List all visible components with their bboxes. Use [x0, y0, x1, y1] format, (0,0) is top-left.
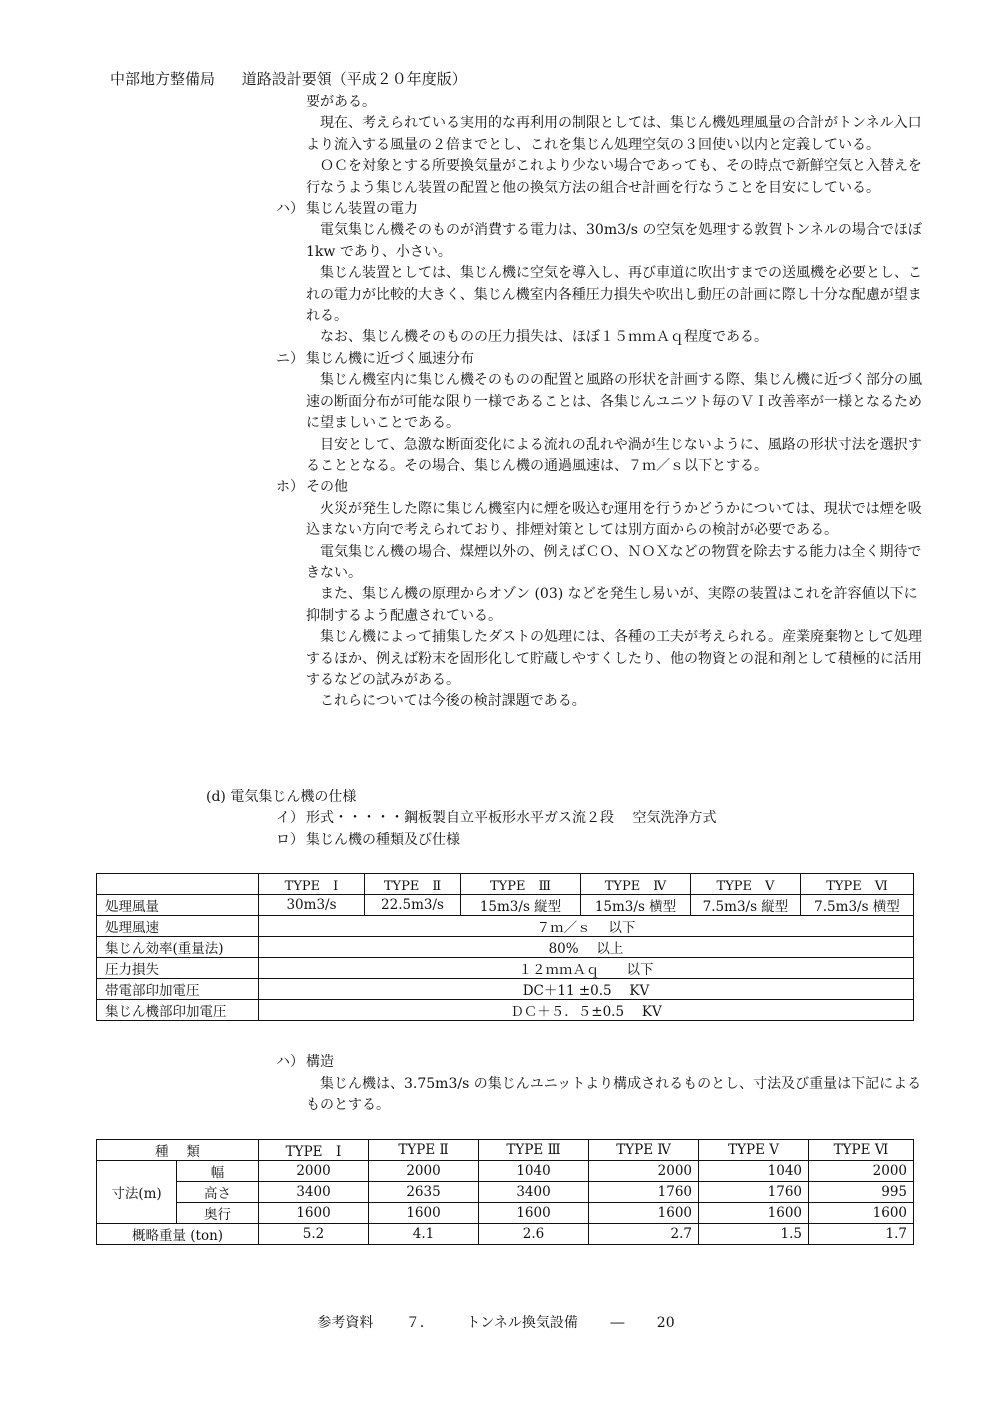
row-label: 圧力損失 [97, 958, 259, 979]
table-header-cell: TYPE Ⅰ [259, 1140, 369, 1161]
table-cell: 2635 [369, 1182, 479, 1203]
page-footer [0, 1312, 992, 1332]
table-row [97, 1182, 914, 1203]
table-cell: 15m3/s 横型 [581, 895, 691, 916]
paragraph: 電気集じん機の場合、煤煙以外の、例えばＣＯ、ＮＯＸなどの物質を除去する能力は全く期待できない。 [306, 543, 922, 581]
table-row [97, 958, 914, 979]
table-row [97, 1224, 914, 1245]
table-header-cell: TYPE Ⅰ [259, 874, 365, 895]
table-cell: 2000 [589, 1161, 699, 1182]
paragraph: また、集じん機の原理からオゾン (03) などを発生し易いが、実際の装置はこれを許容値以下に抑制するよう配慮されている。 [306, 586, 918, 624]
table-cell: 2.6 [479, 1224, 589, 1245]
paragraph: 電気集じん機そのものが消費する電力は、30m3/s の空気を処理する敦賀トンネルの場合でほぼ 1kw であり、小さい。 [306, 222, 922, 260]
row-label: 幅 [177, 1161, 259, 1182]
table-cell: 3400 [479, 1182, 589, 1203]
spec-table [96, 873, 914, 1021]
table-cell: 1040 [699, 1161, 809, 1182]
table-header-cell: TYPE Ⅳ [589, 1140, 699, 1161]
body-text [276, 92, 926, 713]
paragraph: 現在、考えられている実用的な再利用の制限としては、集じん機処理風量の合計がトンネル入口より流入する風量の２倍までとし、これを集じん処理空気の３回使い以内と定義している。 [306, 115, 922, 153]
table-cell: ７ｍ／ｓ 以下 [259, 916, 914, 937]
table-header-cell: 種 類 [97, 1140, 259, 1161]
paragraph: 集じん機室内に集じん機そのものの配置と風路の形状を計画する際、集じん機に近づく部分の風速の断面分布が可能な限り一様であることは、各集じんユニツト毎のＶＩ改善率が一様となるために望ましいことである。 [306, 372, 922, 432]
table-cell: 2.7 [589, 1224, 699, 1245]
table-cell: 1600 [589, 1203, 699, 1224]
paragraph: 集じん装置としては、集じん機に空気を導入し、再び車道に吹出すまでの送風機を必要とし、これの電力が比較的大きく、集じん機室内各種圧力損失や吹出し動圧の計画に際し十分な配慮が望まれる。 [306, 265, 922, 325]
table-cell: 22.5m3/s [365, 895, 461, 916]
table-cell: 1.7 [809, 1224, 914, 1245]
table-row [97, 916, 914, 937]
table-cell: 1600 [699, 1203, 809, 1224]
table-row [97, 937, 914, 958]
table-row [97, 1000, 914, 1021]
table-cell: DC＋11 ±0.5 KV [259, 979, 914, 1000]
dimension-table [96, 1139, 914, 1245]
table-cell: 80% 以上 [259, 937, 914, 958]
table-header-row [97, 1140, 914, 1161]
spec-item-form: イ） 形式・・・・・鋼板製自立平板形水平ガス流２段 空気洗浄方式 [276, 810, 717, 826]
structure-text: 集じん機は、3.75m3/s の集じんユニットより構成されるものとし、寸法及び重量は下記によるものとする。 [306, 1076, 922, 1114]
table-header-cell: TYPE Ⅵ [801, 874, 914, 895]
table-cell: １２ｍｍＡｑ 以下 [259, 958, 914, 979]
table-cell: 2000 [259, 1161, 369, 1182]
header-org: 中部地方整備局 [110, 70, 216, 88]
table-cell: ＤＣ＋５．５±0.5 KV [259, 1000, 914, 1021]
table-cell [97, 874, 259, 895]
footer-dash: ― [610, 1315, 625, 1331]
table-row [97, 1161, 914, 1182]
structure-heading: ハ） 構造 [276, 1054, 334, 1070]
table-cell: 2000 [369, 1161, 479, 1182]
table-row [97, 979, 914, 1000]
table-header-row [97, 874, 914, 895]
paragraph: 目安として、急激な断面変化による流れの乱れや渦が生じないように、風路の形状寸法を選択することとなる。その場合、集じん機の通過風速は、７ｍ／ｓ以下とする。 [306, 436, 922, 474]
row-label: 高さ [177, 1182, 259, 1203]
table-cell: 2000 [809, 1161, 914, 1182]
table-cell: 1600 [369, 1203, 479, 1224]
paragraph: ＯＣを対象とする所要換気量がこれより少ない場合であっても、その時点で新鮮空気と入替えを行なうよう集じん装置の配置と他の換気方法の組合せ計画を行なうことを目安にしている。 [306, 158, 922, 196]
table-cell: 5.2 [259, 1224, 369, 1245]
table-row [97, 1203, 914, 1224]
continuation-line: 要がある。 [306, 94, 376, 110]
section-heading: ホ） その他 [276, 479, 348, 496]
table-cell: 1040 [479, 1161, 589, 1182]
table-cell: 3400 [259, 1182, 369, 1203]
table-cell: 1760 [699, 1182, 809, 1203]
table-cell: 4.1 [369, 1224, 479, 1245]
row-label: 集じん機部印加電圧 [97, 1000, 259, 1021]
table-cell: 995 [809, 1182, 914, 1203]
table-header-cell: TYPE Ⅱ [365, 874, 461, 895]
table-cell: 1760 [589, 1182, 699, 1203]
spec-item-types: ロ） 集じん機の種類及び仕様 [276, 832, 460, 848]
table-cell: 1600 [259, 1203, 369, 1224]
table-cell: 15m3/s 縦型 [461, 895, 581, 916]
paragraph: 火災が発生した際に集じん機室内に煙を吸込む運用を行うかどうかについては、現状では煙を吸込まない方向で考えられており、排煙対策としては別方面からの検討が必要である。 [306, 500, 922, 539]
spec-title: (d) 電気集じん機の仕様 [206, 789, 357, 805]
row-group-label: 寸法(m) [97, 1161, 177, 1224]
row-label: 処理風量 [97, 895, 259, 916]
row-label: 帯電部印加電圧 [97, 979, 259, 1000]
table-row [97, 895, 914, 916]
table-header-cell: TYPE Ⅴ [699, 1140, 809, 1161]
row-label: 処理風速 [97, 916, 259, 937]
row-label: 奥行 [177, 1203, 259, 1224]
table-header-cell: TYPE Ⅲ [461, 874, 581, 895]
footer-title: トンネル換気設備 [466, 1315, 578, 1331]
footer-ref: 参考資料 [317, 1315, 374, 1331]
table-cell: 1600 [809, 1203, 914, 1224]
table-header-cell: TYPE Ⅵ [809, 1140, 914, 1161]
table-cell: 1600 [479, 1203, 589, 1224]
table-header-cell: TYPE Ⅱ [369, 1140, 479, 1161]
table-header-cell: TYPE Ⅳ [581, 874, 691, 895]
table-header-cell: TYPE Ⅴ [691, 874, 801, 895]
table-cell: 7.5m3/s 横型 [801, 895, 914, 916]
table-header-cell: TYPE Ⅲ [479, 1140, 589, 1161]
header-title: 道路設計要領（平成２０年度版） [241, 70, 467, 88]
paragraph: 集じん機によって捕集したダストの処理には、各種の工夫が考えられる。産業廃棄物として処理するほか、例えば粉末を固形化して貯蔵しやすくしたり、他の物資との混和剤として積極的に活用するなどの試みがある。 [306, 629, 922, 688]
table-cell: 1.5 [699, 1224, 809, 1245]
page-number: 20 [656, 1315, 675, 1331]
table-cell: 30m3/s [259, 895, 365, 916]
section-heading: ハ） 集じん装置の電力 [276, 201, 418, 218]
page-header [110, 68, 467, 89]
section-heading: ニ） 集じん機に近づく風速分布 [276, 350, 474, 367]
paragraph: なお、集じん機そのものの圧力損失は、ほぼ１５ｍｍＡｑ程度である。 [320, 329, 768, 346]
footer-chapter: ７． [405, 1315, 434, 1331]
paragraph: これらについては今後の検討課題である。 [320, 693, 586, 710]
row-label: 集じん効率(重量法) [97, 937, 259, 958]
row-label: 概略重量 (ton) [97, 1224, 259, 1245]
table-cell: 7.5m3/s 縦型 [691, 895, 801, 916]
